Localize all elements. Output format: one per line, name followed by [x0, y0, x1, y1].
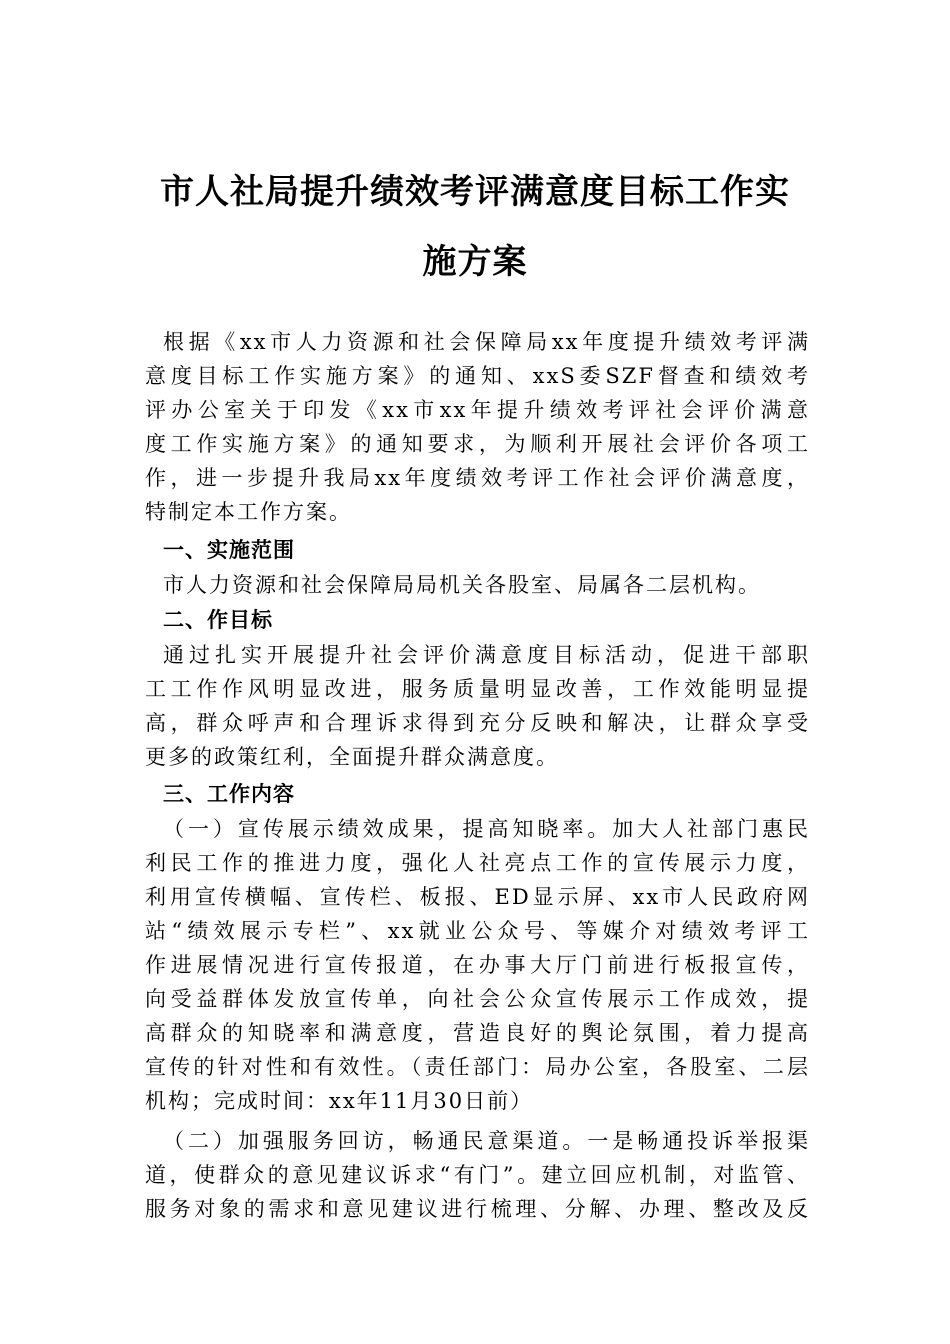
- paragraph-line: 更多的政策红利，全面提升群众满意度。: [145, 745, 559, 769]
- section-heading-content: 三、工作内容: [163, 782, 295, 806]
- paragraph-line: 作，进一步提升我局xx年度绩效考评工作社会评价满意度，: [145, 466, 810, 490]
- paragraph-line: 站“绩效展示专栏”、xx就业公众号、等媒介对绩效考评工: [145, 919, 810, 943]
- scope-paragraph: [145, 568, 810, 602]
- document-title-line-2: 施方案: [422, 242, 528, 282]
- content-item-2-paragraph: [145, 1124, 810, 1226]
- paragraph-line: 市人力资源和社会保障局局机关各股室、局属各二层机构。: [163, 573, 761, 597]
- section-heading-goals: 二、作目标: [163, 608, 273, 632]
- paragraph-line: 根据《xx市人力资源和社会保障局xx年度提升绩效考评满: [163, 330, 810, 354]
- paragraph-line: 意度目标工作实施方案》的通知、xxS委SZF督查和绩效考: [145, 364, 810, 388]
- paragraph-line: （一）宣传展示绩效成果，提高知晓率。加大人社部门惠民: [163, 817, 810, 841]
- paragraph-line: （二）加强服务回访，畅通民意渠道。一是畅通投诉举报渠: [163, 1129, 810, 1153]
- paragraph-line: 宣传的针对性和有效性。（责任部门：局办公室，各股室、二层: [145, 1055, 810, 1079]
- paragraph-line: 机构；完成时间：xx年11月30日前）: [145, 1089, 534, 1113]
- paragraph-line: 度工作实施方案》的通知要求，为顺利开展社会评价各项工: [145, 432, 810, 456]
- paragraph-line: 服务对象的需求和意见建议进行梳理、分解、办理、整改及反: [145, 1197, 810, 1221]
- paragraph-line: 向受益群体发放宣传单，向社会公众宣传展示工作成效，提: [145, 987, 810, 1011]
- section-heading-scope: 一、实施范围: [163, 538, 295, 562]
- paragraph-line: 工工作作风明显改进，服务质量明显改善，工作效能明显提: [145, 677, 810, 701]
- paragraph-line: 评办公室关于印发《xx市xx年提升绩效考评社会评价满意: [145, 398, 810, 422]
- paragraph-line: 作进展情况进行宣传报道，在办事大厅门前进行板报宣传，: [145, 953, 810, 977]
- document-title-line-1: 市人社局提升绩效考评满意度目标工作实: [160, 172, 790, 212]
- paragraph-line: 高，群众呼声和合理诉求得到充分反映和解决，让群众享受: [145, 711, 810, 735]
- paragraph-line: 高群众的知晓率和满意度，营造良好的舆论氛围，着力提高: [145, 1021, 810, 1045]
- paragraph-line: 通过扎实开展提升社会评价满意度目标活动，促进干部职: [163, 643, 810, 667]
- intro-paragraph: [145, 325, 810, 529]
- content-item-1-paragraph: [145, 812, 810, 1118]
- paragraph-line: 利民工作的推进力度，强化人社亮点工作的宣传展示力度，: [145, 851, 810, 875]
- paragraph-line: 道，使群众的意见建议诉求“有门”。建立回应机制，对监管、: [145, 1163, 810, 1187]
- paragraph-line: 特制定本工作方案。: [145, 500, 352, 524]
- paragraph-line: 利用宣传横幅、宣传栏、板报、ED显示屏、xx市人民政府网: [145, 885, 810, 909]
- goals-paragraph: [145, 638, 810, 774]
